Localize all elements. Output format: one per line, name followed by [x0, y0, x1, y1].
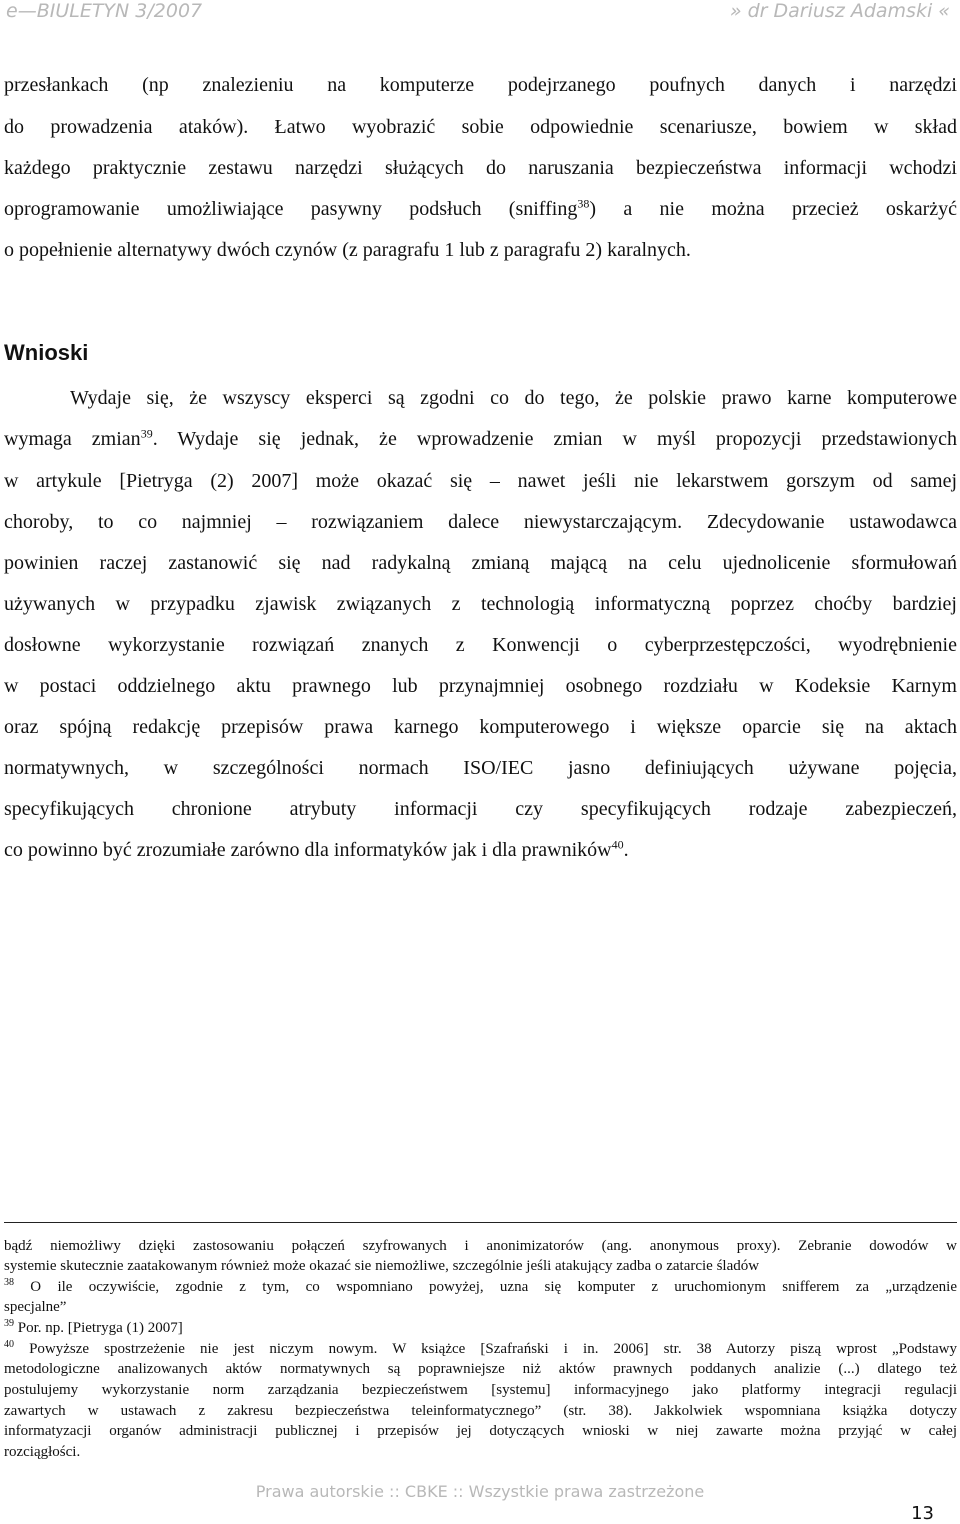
footnote-38: $^{38}$ O ile oczywiście, zgodnie z tym, co wspomniano powyżej, uzna się komputer z uruchomionym snifferem za „urządzenie — [4, 1277, 957, 1295]
copyright-footer: Prawa autorskie :: CBKE :: Wszystkie prawa zastrzeżone — [255, 1482, 705, 1501]
text-line: Wydaje się, że wszyscy eksperci są zgodni co do tego, że polskie prawo karne komputerowe — [70, 387, 957, 409]
text-line: oraz spójną redakcję przepisów prawa karnego komputerowego i większe oparcie się na aktach — [4, 716, 957, 738]
footnote-ref[interactable]: 38 — [577, 196, 590, 211]
section-heading: Wnioski — [4, 340, 89, 365]
footnote-line: systemie skutecznie zaatakowanym również może okazać sie niemożliwe, szczególnie jeśli atakujący zadba o zatarcie śladów — [4, 1258, 760, 1274]
running-header — [0, 0, 960, 24]
footnote-number: 39 — [4, 1318, 14, 1329]
text-line: choroby, to co najmniej – rozwiązaniem dalece niewystarczającym. Zdecydowanie ustawodawca — [4, 511, 957, 533]
footnote-line: metodologiczne analizowanych aktów normatywnych są poprawniejsze niż aktów prawnych poddanych analizie (...) dlatego też — [4, 1361, 957, 1377]
text-line: o popełnienie alternatywy dwóch czynów (z paragrafu 1 lub z paragrafu 2) karalnych. — [4, 239, 691, 261]
footnote-separator — [4, 1222, 957, 1223]
bulletin-title: e—BIULETYN 3/2007 — [6, 0, 203, 22]
footnote-line: informatyzacji organów administracji publicznej i przepisów jej dotyczących wnioski w niej zawarte można przyjąć w całej — [4, 1423, 957, 1439]
footnote-ref[interactable]: 40 — [611, 837, 624, 852]
text-line: dosłowne wykorzystanie rozwiązań znanych z Konwencji o cyberprzestępczości, wyodrębnienie — [4, 634, 957, 656]
footnote-ref[interactable]: 39 — [140, 426, 153, 441]
text-line: co powinno być zrozumiałe zarówno dla informatyków jak i dla prawników$^{40}$. — [4, 837, 629, 861]
page-number: 13 — [911, 1503, 934, 1524]
text-line: do prowadzenia ataków). Łatwo wyobrazić sobie odpowiednie scenariusze, bowiem w skład — [4, 116, 957, 138]
footnote-line: rozciągłości. — [4, 1444, 81, 1460]
footnote-39: $^{39}$ Por. np. [Pietryga (1) 2007] — [4, 1318, 183, 1336]
text-line: specyfikujących chronione atrybuty informacji czy specyfikujących rodzaje zabezpieczeń, — [4, 798, 957, 820]
text-line: wymaga zmian$^{39}$. Wydaje się jednak, że wprowadzenie zmian w myśl propozycji przedstawionych — [4, 426, 958, 450]
footnote-line: postulujemy wykorzystanie norm zarządzania bezpieczeństwem [systemu] informacyjnego jako platformy integracji regulacji — [4, 1382, 957, 1398]
text-line: normatywnych, w szczególności normach ISO/IEC jasno definiujących używane pojęcia, — [4, 757, 957, 779]
footnote-number: 38 — [4, 1277, 14, 1288]
footnote-line: specjalne” — [4, 1299, 67, 1315]
footnote-line: zawartych w ustawach z zakresu bezpieczeństwa teleinformatycznego” (str. 38). Jakkolwiek wspomniana książka dotyczy — [4, 1403, 957, 1419]
text-line: powinien raczej zastanowić się nad radykalną zmianą mającą na celu ujednolicenie sformułowań — [4, 552, 957, 574]
footnote-line: bądź niemożliwy dzięki zastosowaniu połączeń szyfrowanych i anonimizatorów (ang. anonymous proxy). Zebranie dowodów w — [4, 1238, 957, 1254]
text-line: w artykule [Pietryga (2) 2007] może okazać się – nawet jeśli nie lekarstwem gorszym od samej — [4, 470, 957, 492]
footnote-number: 40 — [4, 1339, 14, 1350]
text-line: każdego praktycznie zestawu narzędzi służących do naruszania bezpieczeństwa informacji wchodzi — [4, 157, 957, 179]
text-line: przesłankach (np znalezieniu na komputerze podejrzanego poufnych danych i narzędzi — [4, 74, 957, 96]
text-line: używanych w przypadku zjawisk związanych z technologią informatyczną poprzez choćby bardziej — [4, 593, 957, 615]
footnote-40: $^{40}$ Powyższe spostrzeżenie nie jest niczym nowym. W książce [Szafrański i in. 2006] str. 38 Autorzy piszą wprost „Podstawy — [4, 1339, 957, 1357]
author-name: » dr Dariusz Adamski « — [729, 0, 950, 22]
text-line: w postaci oddzielnego aktu prawnego lub przynajmniej osobnego rozdziału w Kodeksie Karnym — [4, 675, 957, 697]
text-line: oprogramowanie umożliwiające pasywny podsłuch (sniffing$^{38}$) a nie można przecież oskarżyć — [4, 196, 957, 220]
